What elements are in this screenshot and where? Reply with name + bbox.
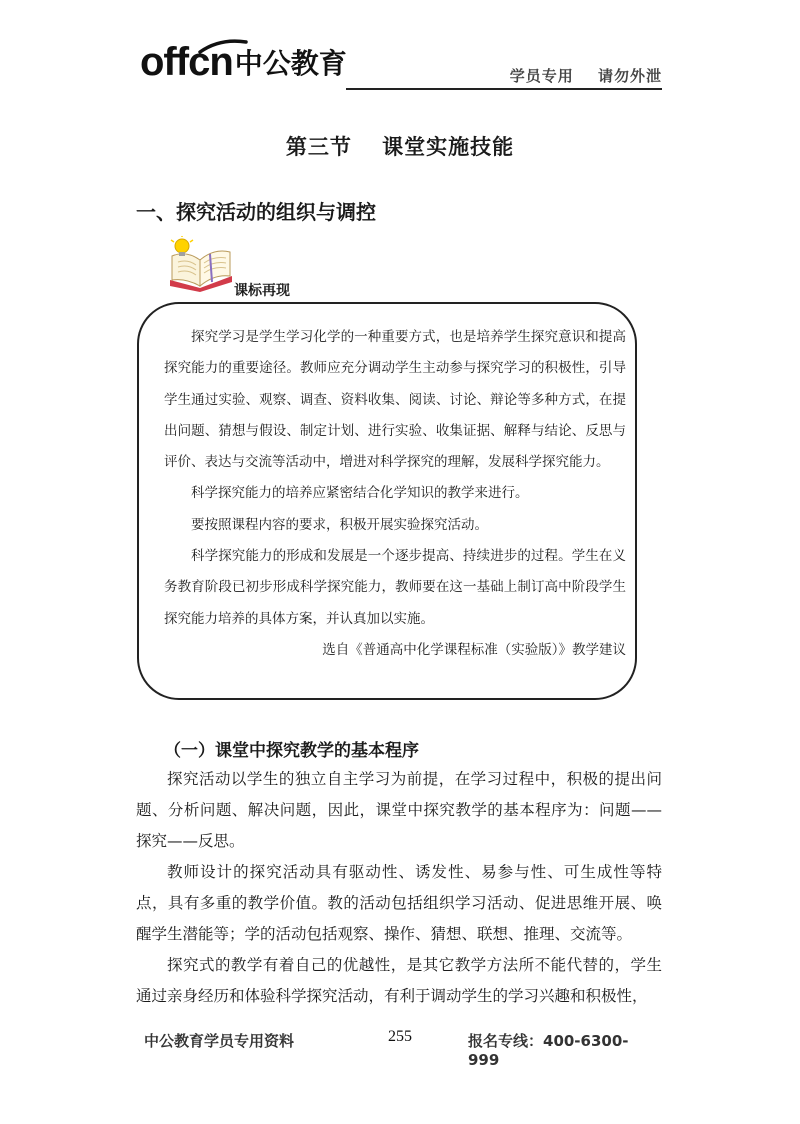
header-rule — [346, 88, 662, 90]
section-title — [0, 131, 800, 161]
standard-paragraph: 探究学习是学生学习化学的一种重要方式，也是培养学生探究意识和提高探究能力的重要途径。教师应充分调动学生主动参与探究学习的积极性，引导学生通过实验、观察、调查、资料收集、阅读、讨论、辩论等多种方式，在提出问题、猜想与假设、制定计划、进行实验、收集证据、解释与结论、反思与评价、表达与交流等活动中，增进对科学探究的理解，发展科学探究能力。 — [164, 329, 626, 471]
open-book-lightbulb-icon — [166, 236, 236, 292]
body-paragraph: 探究式的教学有着自己的优越性，是其它教学方法所不能代替的，学生通过亲身经历和体验科学探究活动，有利于调动学生的学习兴趣和积极性， — [136, 956, 662, 1005]
body-paragraph: 探究活动以学生的独立自主学习为前提，在学习过程中，积极的提出问题、分析问题、解决问题，因此，课堂中探究教学的基本程序为：问题——探究——反思。 — [136, 770, 662, 850]
footer-material-note: 中公教育学员专用资料 — [144, 1032, 295, 1050]
curriculum-standard-text — [164, 322, 626, 666]
section-number: 第三节 — [285, 135, 352, 159]
standard-paragraph: 要按照课程内容的要求，积极开展实验探究活动。 — [191, 516, 488, 533]
page-number: 255 — [388, 1028, 412, 1045]
header-tag-members-only: 学员专用 — [509, 67, 574, 85]
page-footer — [144, 1028, 644, 1069]
heading-level-1: 一、探究活动的组织与调控 — [136, 200, 376, 224]
standard-paragraph: 科学探究能力的培养应紧密结合化学知识的教学来进行。 — [191, 485, 529, 502]
page-header — [140, 40, 662, 92]
curriculum-standard-label: 课标再现 — [234, 283, 290, 299]
body-text — [136, 764, 662, 1012]
standard-paragraph: 科学探究能力的形成和发展是一个逐步提高、持续进步的过程。学生在义务教育阶段已初步形成科学探究能力，教师要在这一基础上制订高中阶段学生探究能力培养的具体方案，并认真加以实施。 — [164, 548, 626, 627]
header-tag-no-distribution: 请勿外泄 — [597, 67, 662, 85]
body-paragraph: 教师设计的探究活动具有驱动性、诱发性、易参与性、可生成性等特点，具有多重的教学价值。教的活动包括组织学习活动、促进思维开展、唤醒学生潜能等；学的活动包括观察、操作、猜想、联想、推理、交流等。 — [136, 863, 662, 943]
footer-hotline: 报名专线：400-6300-999 — [468, 1032, 629, 1069]
header-notice — [510, 65, 662, 86]
heading-level-2: （一）课堂中探究教学的基本程序 — [164, 741, 419, 761]
logo-wordmark: offcn — [140, 40, 233, 84]
standard-source-citation: 选自《普通高中化学课程标准（实验版）》教学建议 — [322, 641, 626, 658]
section-name: 课堂实施技能 — [382, 135, 515, 159]
logo-swoosh-icon — [198, 38, 248, 54]
logo-chinese-name: 中公教育 — [234, 47, 347, 80]
